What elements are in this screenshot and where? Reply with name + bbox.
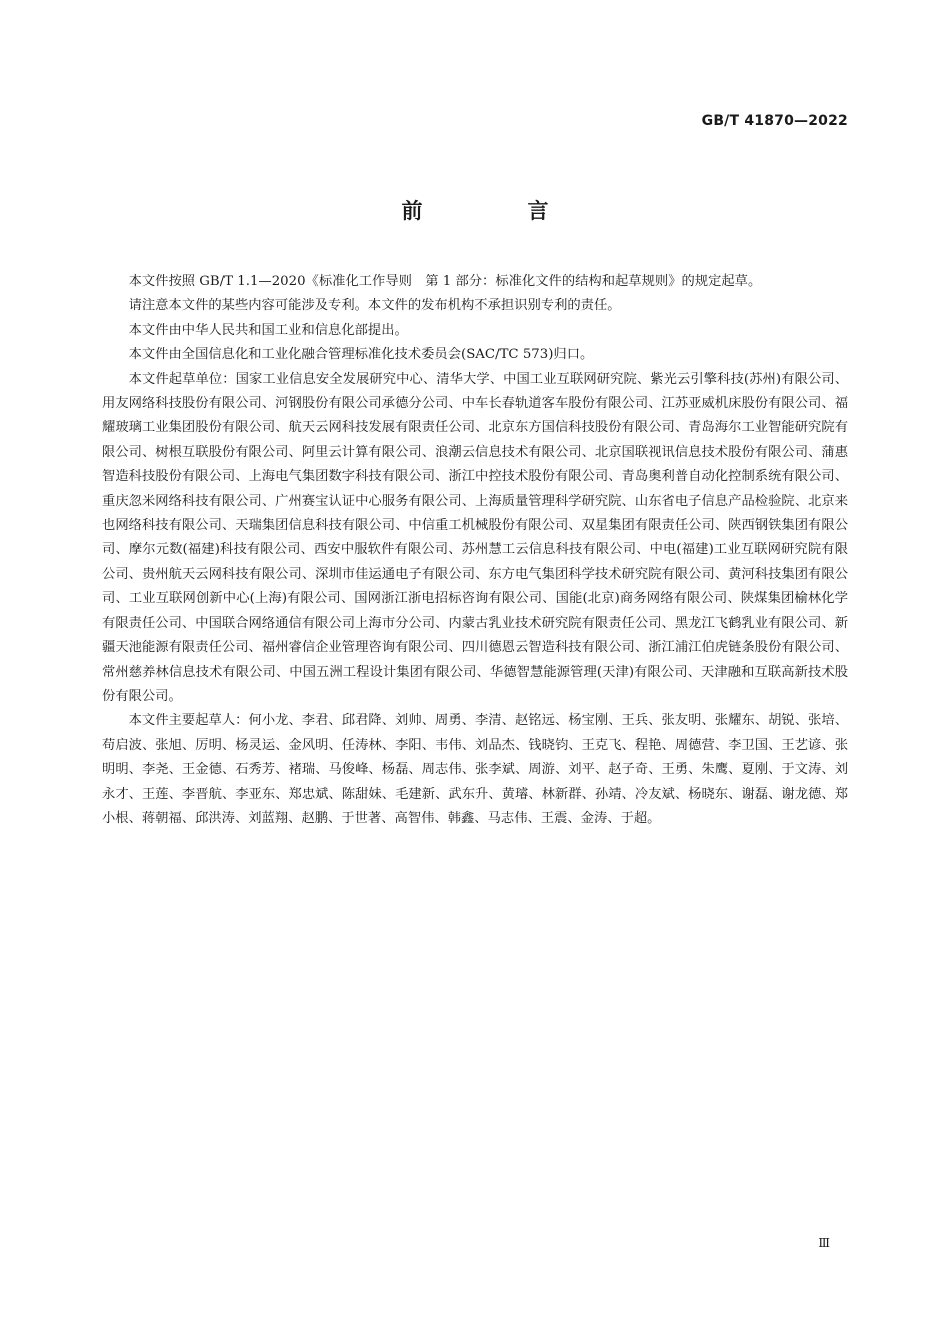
- paragraph-committee: 本文件由全国信息化和工业化融合管理标准化技术委员会(SAC/TC 573)归口。: [128, 347, 594, 363]
- page-title: 前 言: [401, 199, 591, 223]
- foreword-body: [102, 270, 848, 831]
- standard-number: GB/T 41870—2022: [701, 113, 848, 129]
- page-number: Ⅲ: [818, 1236, 830, 1250]
- paragraph-patent-notice: 请注意本文件的某些内容可能涉及专利。本文件的发布机构不承担识别专利的责任。: [128, 298, 621, 314]
- paragraph-drafting-rules: 本文件按照 GB/T 1.1—2020《标准化工作导则 第 1 部分：标准化文件的结构和起草规则》的规定起草。: [128, 274, 762, 289]
- paragraph-drafters: 本文件主要起草人：何小龙、李君、邱君降、刘帅、周勇、李清、赵铭远、杨宝刚、王兵、张友明、张耀东、胡锐、张培、苟启波、张旭、厉明、杨灵运、金风明、任涛林、李阳、韦伟、刘品杰、钱晓钧、王克飞、程艳、周德营、李卫国、王艺谚、张明明、李尧、王金德、石秀芳、褚瑞、马俊峰、杨磊、周志伟、张李斌、周游、刘平、赵子奇、王勇、朱鹰、夏刚、于文涛、刘永才、王莲、李晋航、李亚东、郑忠斌、陈甜妹、毛建新、武东升、黄璿、林新群、孙靖、冷友斌、杨晓东、谢磊、谢龙德、郑小根、蒋朝福、邱洪涛、刘蓝翔、赵鹏、于世著、高智伟、韩鑫、马志伟、王震、金涛、于超。: [102, 713, 848, 826]
- paragraph-proposer: 本文件由中华人民共和国工业和信息化部提出。: [128, 322, 408, 338]
- paragraph-drafting-organizations: 本文件起草单位：国家工业信息安全发展研究中心、清华大学、中国工业互联网研究院、紫光云引擎科技(苏州)有限公司、用友网络科技股份有限公司、河钢股份有限公司承德分公司、中车长春轨道客车股份有限公司、江苏亚威机床股份有限公司、福耀玻璃工业集团股份有限公司、航天云网科技发展有限责任公司、北京东方国信科技股份有限公司、青岛海尔工业智能研究院有限公司、树根互联股份有限公司、阿里云计算有限公司、浪潮云信息技术有限公司、北京国联视讯信息技术股份有限公司、蒲惠智造科技股份有限公司、上海电气集团数字科技有限公司、浙江中控技术股份有限公司、青岛奥利普自动化控制系统有限公司、重庆忽米网络科技有限公司、广州赛宝认证中心服务有限公司、上海质量管理科学研究院、山东省电子信息产品检验院、北京来也网络科技有限公司、天瑞集团信息科技有限公司、中信重工机械股份有限公司、双星集团有限责任公司、陕西钢铁集团有限公司、摩尔元数(福建)科技有限公司、西安中服软件有限公司、苏州慧工云信息科技有限公司、中电(福建)工业互联网研究院有限公司、贵州航天云网科技有限公司、深圳市佳运通电子有限公司、东方电气集团科学技术研究院有限公司、黄河科技集团有限公司、工业互联网创新中心(上海)有限公司、国网浙江浙电招标咨询有限公司、国能(北京)商务网络有限公司、陕煤集团榆林化学有限责任公司、中国联合网络通信有限公司上海市分公司、内蒙古乳业技术研究院有限责任公司、黑龙江飞鹤乳业有限公司、新疆天池能源有限责任公司、福州睿信企业管理咨询有限公司、四川德恩云智造科技有限公司、浙江浦江伯虎链条股份有限公司、常州慈养林信息技术有限公司、中国五洲工程设计集团有限公司、华德智慧能源管理(天津)有限公司、天津融和互联高新技术股份有限公司。: [102, 371, 848, 704]
